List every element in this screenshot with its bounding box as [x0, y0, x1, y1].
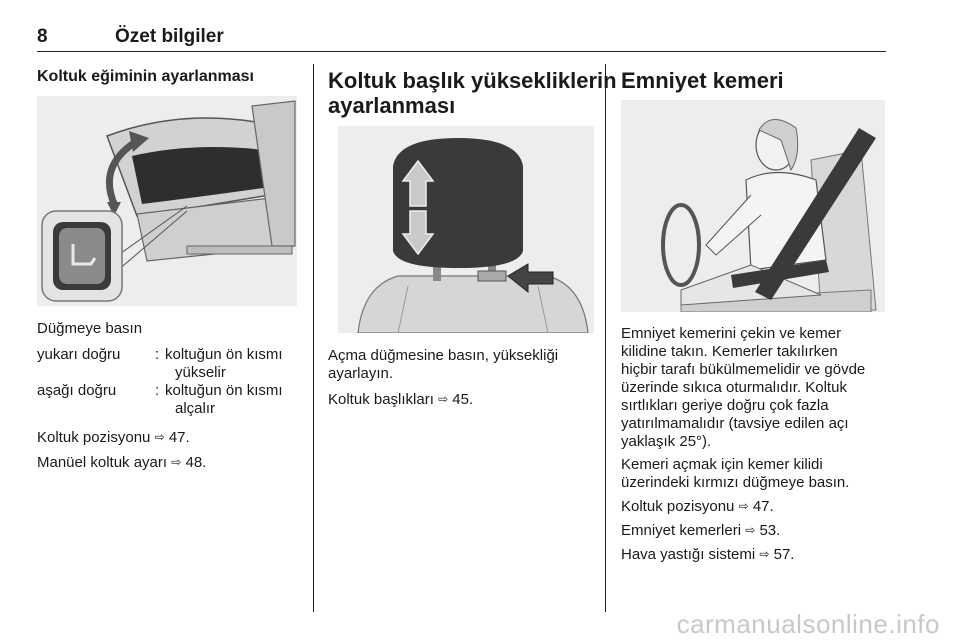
seatbelt-paragraph-1: Emniyet kemerini çekin ve kemer kilidine takın. Kemerler takılırken hiçbir tarafı bükülmemelidir ve gövde üzerinde sıkıca oturmalıdır. Koltuk sırtlıkları geriye doğru çok fazla yatırılmamalıdır (tavsiye edilen açı yaklaşık 25°).: [621, 325, 866, 450]
page-number: 8: [37, 26, 48, 47]
page-ref-arrow-icon: ⇨: [745, 523, 756, 537]
page-ref-arrow-icon: ⇨: [759, 547, 770, 561]
page-ref-arrow-icon: ⇨: [738, 499, 749, 513]
cross-reference[interactable]: Emniyet kemerleri ⇨ 53.: [621, 522, 781, 539]
seat-tilt-heading: Koltuk eğiminin ayarlanması: [37, 68, 254, 85]
definition-description: koltuğun ön kısmı yükselir: [165, 346, 283, 381]
page-ref-arrow-icon: ⇨: [438, 392, 449, 406]
seat-tilt-illustration: [37, 96, 297, 306]
definition-separator: :: [155, 346, 160, 363]
page-ref-arrow-icon: ⇨: [171, 455, 182, 469]
cross-reference[interactable]: Manüel koltuk ayarı ⇨ 48.: [37, 454, 207, 471]
header-rule: [37, 51, 886, 52]
tilt-definition-list: [37, 346, 302, 418]
section-title: Özet bilgiler: [115, 26, 224, 47]
press-button-instruction: Düğmeye basın: [37, 320, 143, 337]
cross-reference[interactable]: Koltuk pozisyonu ⇨ 47.: [621, 498, 774, 515]
definition-separator: :: [155, 382, 160, 399]
cross-reference[interactable]: Koltuk pozisyonu ⇨ 47.: [37, 429, 190, 446]
seatbelt-paragraph-2: Kemeri açmak için kemer kilidi üzerindeki kırmızı düğmeye basın.: [621, 456, 850, 491]
definition-term: aşağı doğru: [37, 382, 117, 399]
watermark: carmanualsonline.info: [676, 609, 940, 639]
page-ref-arrow-icon: ⇨: [154, 430, 165, 444]
headrest-heading: Koltuk başlık yüksekliklerin ayarlanması: [328, 68, 617, 118]
seatbelt-illustration: [621, 100, 885, 312]
definition-row: [37, 346, 283, 382]
cross-reference[interactable]: Koltuk başlıkları ⇨ 45.: [328, 391, 474, 408]
definition-term: yukarı doğru: [37, 346, 121, 363]
column-divider-2: [605, 64, 606, 612]
definition-description: koltuğun ön kısmı alçalır: [165, 382, 283, 417]
seatbelt-heading: Emniyet kemeri: [621, 68, 784, 93]
column-divider-1: [313, 64, 314, 612]
headrest-paragraph: Açma düğmesine basın, yüksekliği ayarlayın.: [328, 347, 559, 382]
cross-reference[interactable]: Hava yastığı sistemi ⇨ 57.: [621, 546, 795, 563]
headrest-illustration: [338, 126, 594, 333]
definition-row: [37, 382, 283, 418]
